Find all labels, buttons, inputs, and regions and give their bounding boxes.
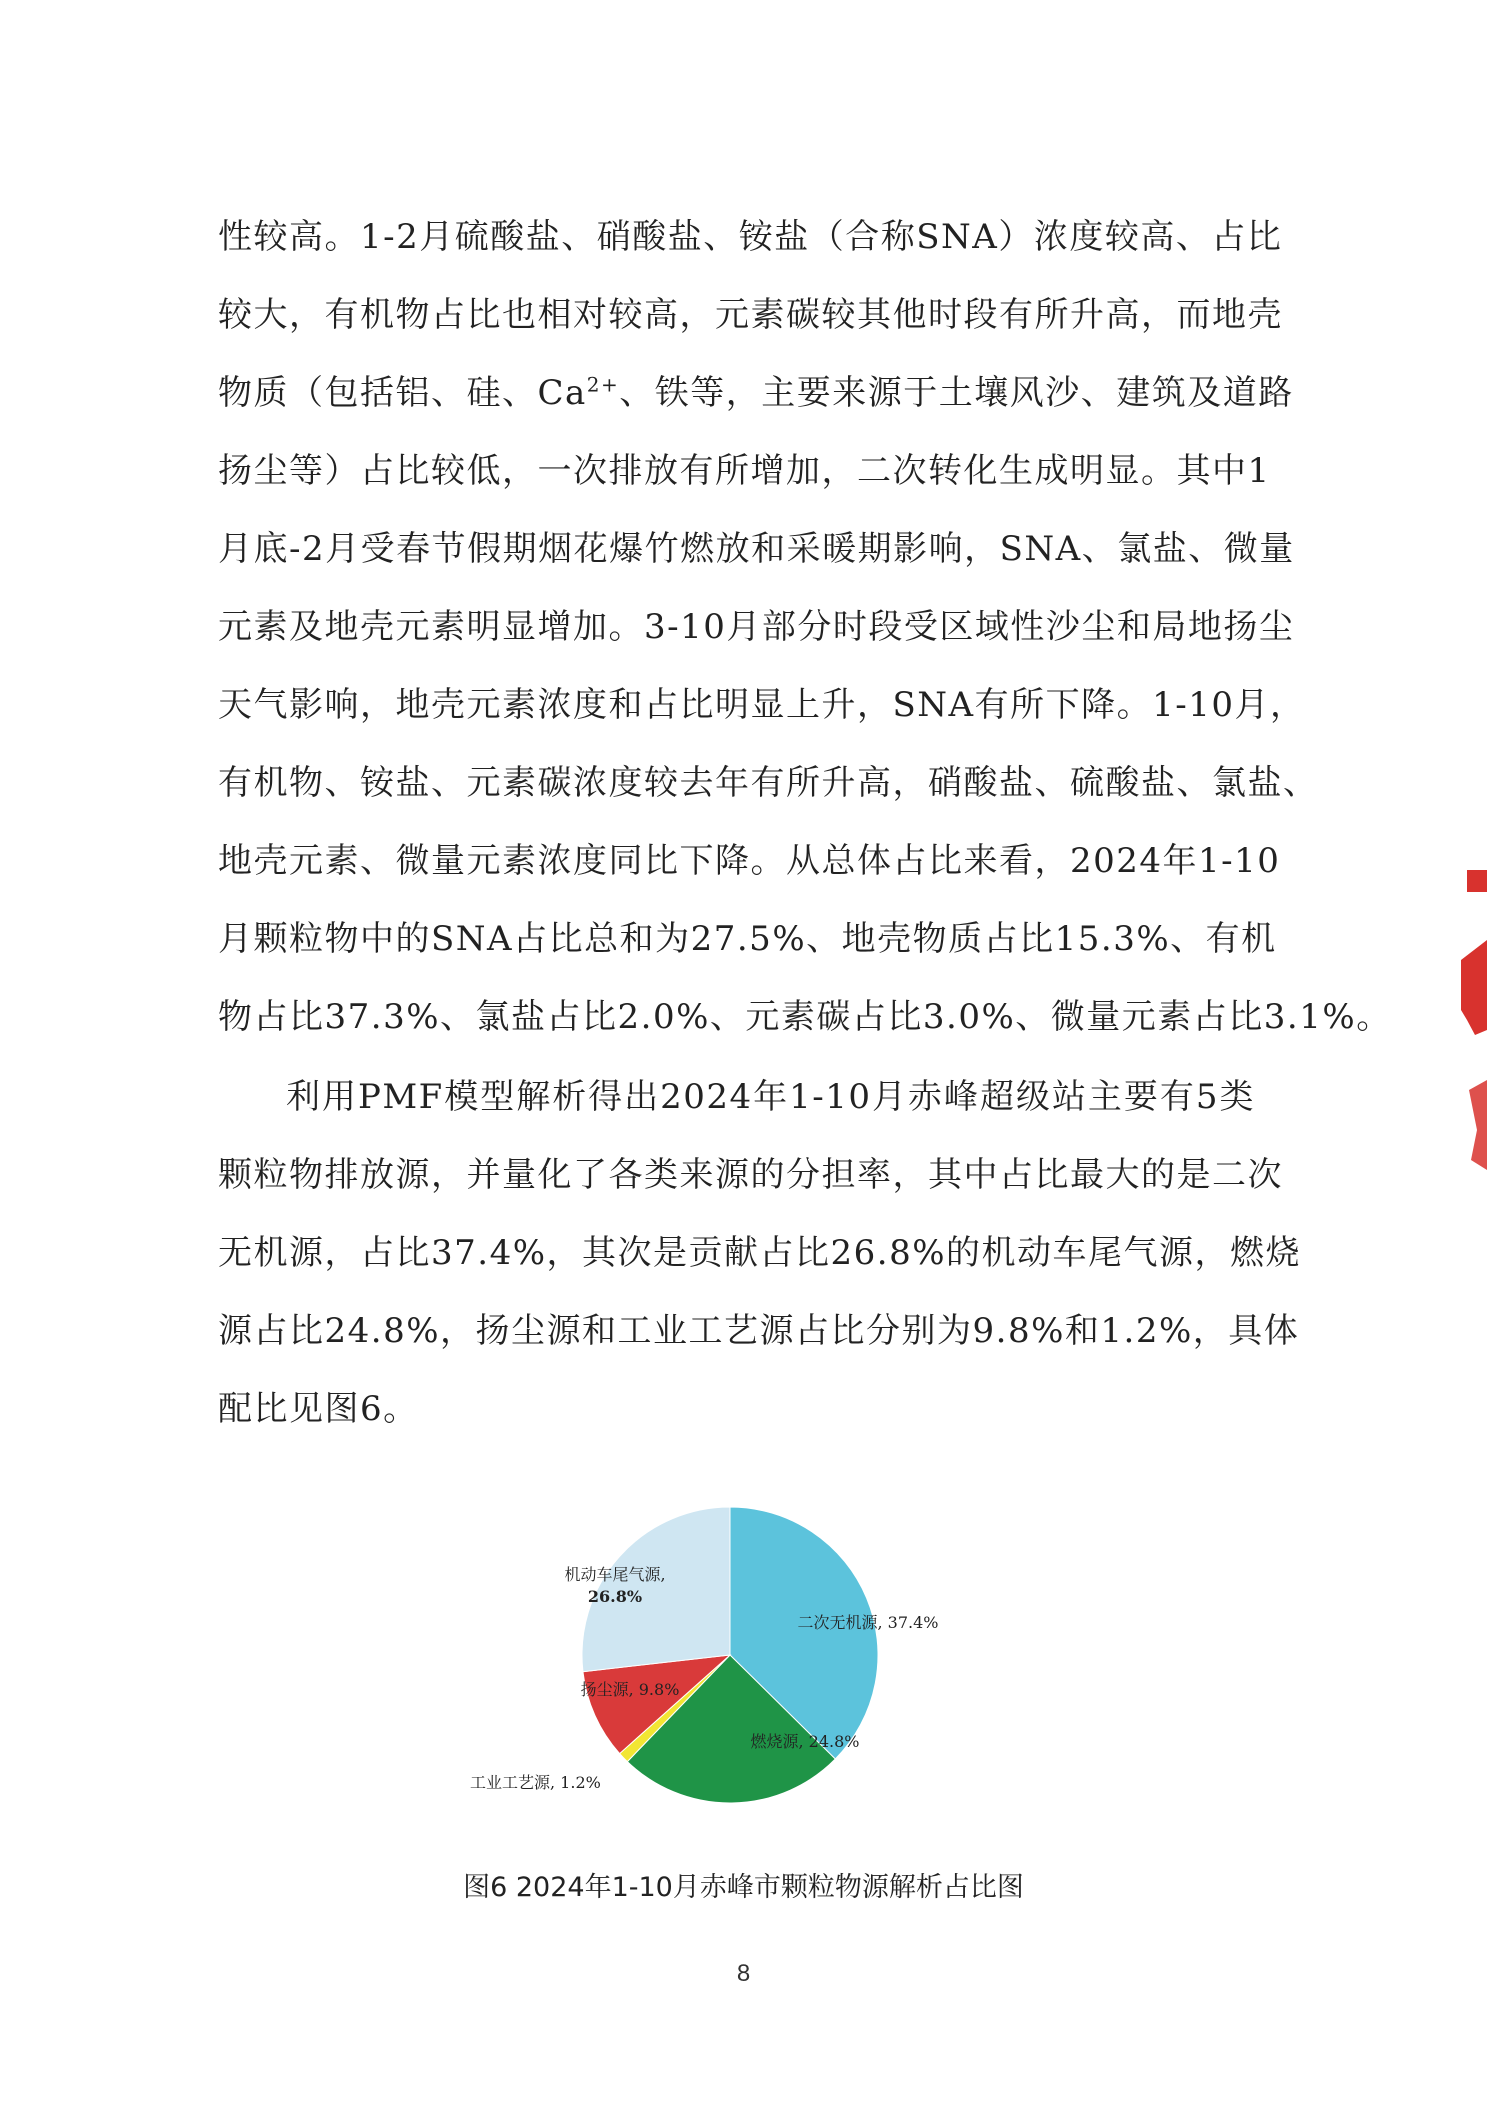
page-number: 8	[736, 1960, 751, 1987]
text-line: 利 用 PMF 模 型 解 析 得 出 2024 年 1-10 月 赤 峰 超 级 站 主 要 有 5 类	[286, 1077, 1255, 1117]
text-line: 性 较 高 。 1-2 月 硫 酸 盐 、 硝 酸 盐 、 铵 盐 （ 合 称 SNA ） 浓 度 较 高 、 占 比	[218, 217, 1283, 257]
text-line: 源 占 比 24.8% ， 扬 尘 源 和 工 业 工 艺 源 占 比 分 别 为 9.8% 和 1.2% ， 具 体	[218, 1311, 1300, 1351]
text-line: 扬 尘 等 ） 占 比 较 低 ， 一 次 排 放 有 所 增 加 ， 二 次 转 化 生 成 明 显 。 其 中 1	[218, 451, 1271, 491]
text-line: 天 气 影 响 ， 地 壳 元 素 浓 度 和 占 比 明 显 上 升 ， SNA 有 所 下 降 。 1-10 月 ，	[218, 685, 1306, 725]
paragraph-1	[218, 198, 1392, 1056]
text-line: 无 机 源 ， 占 比 37.4% ， 其 次 是 贡 献 占 比 26.8% 的 机 动 车 尾 气 源 ， 燃 烧	[218, 1233, 1302, 1273]
text-line: 配 比 见 图 6 。	[218, 1389, 419, 1429]
pie-chart	[430, 1495, 1050, 1825]
text-line: 物 占 比 37.3% 、 氯 盐 占 比 2.0% 、 元 素 碳 占 比 3.0% 、 微 量 元 素 占 比 3.1% 。	[218, 997, 1392, 1037]
text-line: 元 素 及 地 壳 元 素 明 显 增 加 。 3-10 月 部 分 时 段 受 区 域 性 沙 尘 和 局 地 扬 尘	[218, 607, 1295, 647]
text-line: 月 颗 粒 物 中 的 SNA 占 比 总 和 为 27.5% 、 地 壳 物 质 占 比 15.3% 、 有 机	[218, 919, 1277, 959]
figure-caption: 图6 2024年1-10月赤峰市颗粒物源解析占比图	[463, 1872, 1024, 1903]
pie-data-label: 二次无机源, 37.4%	[797, 1613, 939, 1632]
paragraph-2	[218, 1058, 1302, 1448]
text-line: 地 壳 元 素 、 微 量 元 素 浓 度 同 比 下 降 。 从 总 体 占 比 来 看 ， 2024 年 1-10	[218, 841, 1281, 881]
pie-data-label: 机动车尾气源, 26.8%	[564, 1565, 666, 1606]
pie-data-label: 工业工艺源, 1.2%	[470, 1773, 601, 1792]
text-line: 月 底 -2 月 受 春 节 假 期 烟 花 爆 竹 燃 放 和 采 暖 期 影 响 ， SNA 、 氯 盐 、 微 量	[218, 529, 1295, 569]
text-line: 有 机 物 、 铵 盐 、 元 素 碳 浓 度 较 去 年 有 所 升 高 ， 硝 酸 盐 、 硫 酸 盐 、 氯 盐 、	[218, 763, 1319, 803]
text-line: 颗 粒 物 排 放 源 ， 并 量 化 了 各 类 来 源 的 分 担 率 ， 其 中 占 比 最 大 的 是 二 次	[218, 1155, 1283, 1195]
pie-data-label: 扬尘源, 9.8%	[580, 1680, 680, 1699]
red-seal-stamp	[1447, 860, 1487, 1200]
text-line: 较 大 ， 有 机 物 占 比 也 相 对 较 高 ， 元 素 碳 较 其 他 时 段 有 所 升 高 ， 而 地 壳	[218, 295, 1283, 335]
text-line: 物 质 （ 包 括 铝 、 硅 、 $Ca^{2+}$ 、 铁 等 ， 主 要 来 源 于 土 壤 风 沙 、 建 筑 及 道 路	[218, 372, 1294, 413]
pie-data-label: 燃烧源, 24.8%	[750, 1732, 860, 1751]
